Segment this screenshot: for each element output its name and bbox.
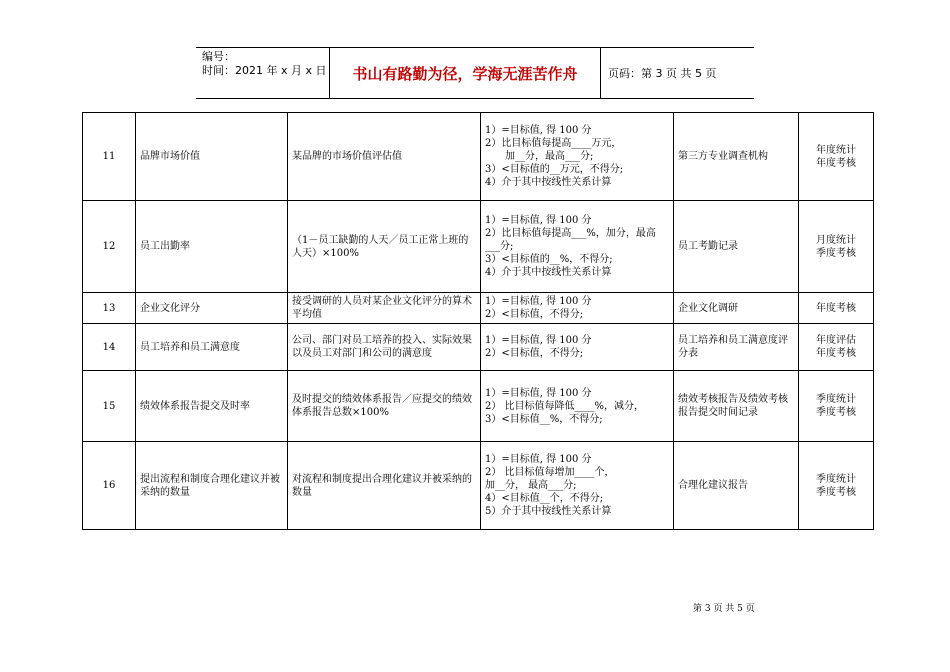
- scoring-line: 1）=目标值, 得 100 分: [485, 125, 592, 136]
- scoring-line: 加__分， 最高___分;: [485, 480, 577, 491]
- indicator-name: 员工出勤率: [136, 201, 288, 293]
- indicator-name: 品牌市场价值: [136, 113, 288, 201]
- row-number: 14: [83, 324, 136, 371]
- data-source: 合理化建议报告: [674, 442, 799, 530]
- table-row: [83, 293, 874, 324]
- cycle-line: 季度考核: [816, 407, 856, 418]
- scoring-line: 1）=目标值, 得 100 分: [485, 215, 592, 226]
- assessment-cycle: [799, 293, 874, 324]
- indicator-definition: 接受调研的人员对某企业文化评分的算术平均值: [288, 293, 481, 324]
- scoring-line: 2）比目标值每提高____万元，: [485, 138, 622, 149]
- assessment-cycle: [799, 324, 874, 371]
- header-motto: 书山有路勤为径，学海无涯苦作舟: [330, 48, 601, 98]
- cycle-line: 年度统计: [816, 144, 856, 156]
- scoring-standard: [481, 113, 674, 201]
- cycle-line: 季度统计: [816, 394, 856, 405]
- indicator-name: 绩效体系报告提交及时率: [136, 371, 288, 442]
- scoring-line: 1）=目标值, 得 100 分: [485, 387, 592, 399]
- scoring-line: 加__分，最高___分;: [485, 151, 594, 162]
- document-number-label: 编号：: [202, 50, 235, 63]
- document-time-label: 时间：2021 年 x 月 x 日: [202, 64, 327, 77]
- scoring-line: 1）=目标值, 得 100 分: [485, 296, 592, 307]
- scoring-standard: [481, 324, 674, 371]
- indicator-name: 企业文化评分: [136, 293, 288, 324]
- scoring-line: 3）<目标值的__%，不得分;: [485, 254, 613, 265]
- cycle-line: 年度考核: [816, 302, 856, 314]
- header-meta: [196, 48, 330, 98]
- cycle-line: 年度考核: [816, 348, 856, 359]
- scoring-line: 1）=目标值, 得 100 分: [485, 335, 592, 346]
- cycle-line: 季度考核: [816, 486, 856, 498]
- scoring-line: 3）<目标值__%，不得分;: [485, 413, 603, 425]
- cycle-line: 年度评估: [816, 335, 856, 346]
- scoring-line: 2）<目标值，不得分;: [485, 348, 584, 359]
- row-number: 12: [83, 201, 136, 293]
- indicator-name: 提出流程和制度合理化建议并被采纳的数量: [136, 442, 288, 530]
- scoring-line: 1）=目标值, 得 100 分: [485, 454, 592, 465]
- scoring-line: 4）<目标值__个，不得分;: [485, 493, 604, 504]
- scoring-line: 2）比目标值每提高___%，加分，最高___分;: [485, 228, 656, 252]
- scoring-standard: [481, 293, 674, 324]
- table-row: [83, 442, 874, 530]
- table-row: [83, 201, 874, 293]
- indicator-definition: 公司、部门对员工培养的投入、实际效果以及员工对部门和公司的满意度: [288, 324, 481, 371]
- scoring-line: 2） 比目标值每增加____个，: [485, 467, 615, 478]
- indicator-name: 员工培养和员工满意度: [136, 324, 288, 371]
- assessment-cycle: [799, 113, 874, 201]
- header-page-number: 页码：第 3 页 共 5 页: [608, 67, 717, 80]
- indicator-definition: 对流程和制度提出合理化建议并被采纳的数量: [288, 442, 481, 530]
- data-source: 员工培养和员工满意度评分表: [674, 324, 799, 371]
- row-number: 11: [83, 113, 136, 201]
- row-number: 15: [83, 371, 136, 442]
- scoring-line: 4）介于其中按线性关系计算: [485, 267, 612, 278]
- cycle-line: 月度统计: [816, 234, 856, 246]
- scoring-standard: [481, 371, 674, 442]
- cycle-line: 季度考核: [816, 247, 856, 259]
- table-row: [83, 371, 874, 442]
- table-row: [83, 324, 874, 371]
- indicator-definition: 某品牌的市场价值评估值: [288, 113, 481, 201]
- assessment-cycle: [799, 442, 874, 530]
- scoring-standard: [481, 442, 674, 530]
- scoring-standard: [481, 201, 674, 293]
- indicator-definition: 及时提交的绩效体系报告／应提交的绩效体系报告总数×100%: [288, 371, 481, 442]
- data-source: 员工考勤记录: [674, 201, 799, 293]
- scoring-line: 5）介于其中按线性关系计算: [485, 506, 612, 517]
- scoring-line: 2） 比目标值每降低____%，减分，: [485, 400, 645, 412]
- kpi-table: [82, 112, 874, 530]
- data-source: 绩效考核报告及绩效考核报告提交时间记录: [674, 371, 799, 442]
- scoring-line: 3）<目标值的__万元，不得分;: [485, 164, 624, 175]
- assessment-cycle: [799, 201, 874, 293]
- scoring-line: 2）<目标值，不得分;: [485, 309, 584, 320]
- indicator-definition: （1－员工缺勤的人天／员工正常上班的人天）×100%: [288, 201, 481, 293]
- data-source: 企业文化调研: [674, 293, 799, 324]
- assessment-cycle: [799, 371, 874, 442]
- cycle-line: 季度统计: [816, 473, 856, 485]
- page-footer: 第 3 页 共 5 页: [693, 604, 755, 614]
- page-header: [196, 47, 754, 99]
- scoring-line: 4）介于其中按线性关系计算: [485, 177, 612, 188]
- table-row: [83, 113, 874, 201]
- row-number: 13: [83, 293, 136, 324]
- data-source: 第三方专业调查机构: [674, 113, 799, 201]
- row-number: 16: [83, 442, 136, 530]
- cycle-line: 年度考核: [816, 157, 856, 169]
